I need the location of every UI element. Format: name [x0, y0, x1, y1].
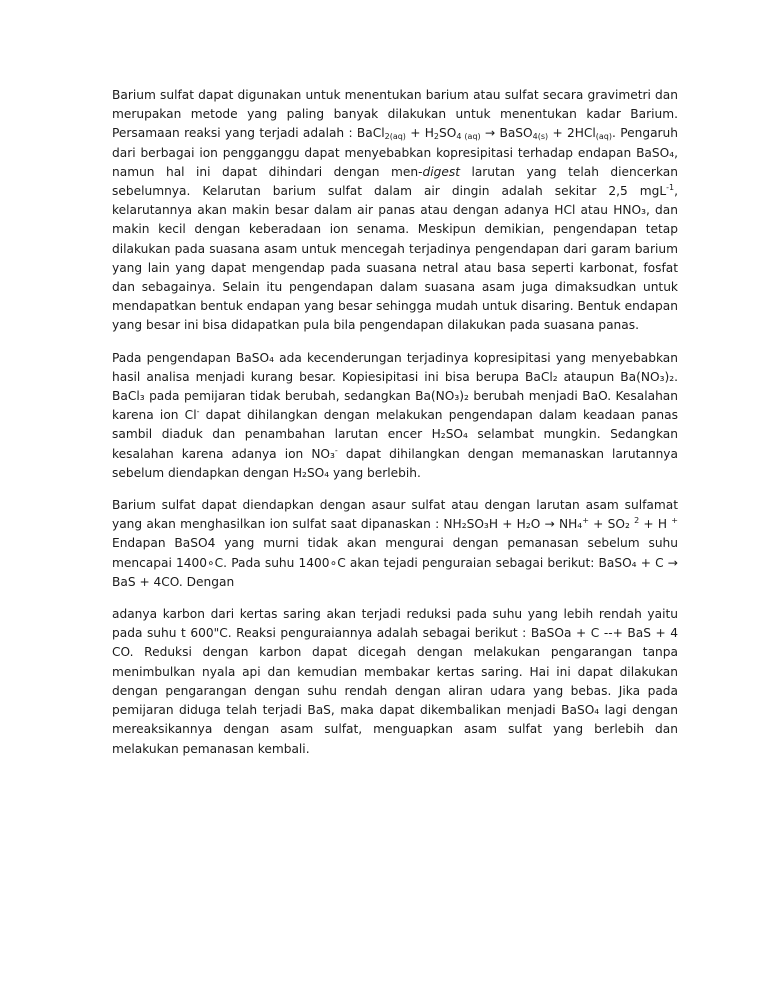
- paragraph-1: [112, 86, 682, 336]
- text-segment: 2: [433, 132, 440, 142]
- text-segment: SO: [439, 126, 457, 141]
- paragraph-3: [112, 496, 682, 592]
- text-segment: adanya karbon dari kertas saring akan terjadi reduksi pada suhu yang lebih rendah yaitu pada suhu t 600"C. Reaksi penguraiannya adalah sebagai berikut : BaSOa + C --+ BaS + 4 CO. Reduksi dengan karbon dapat dicegah dengan melakukan pengarangan tanpa menimbulkan nyala api dan kemudian membakar kertas saring. Hai ini dapat dilakukan dengan pengarangan dengan suhu rendah dengan aliran udara yang bebas. Jika pada pemijaran diduga telah terjadi BaS, maka dapat dikembalikan menjadi BaSO₄ lagi dengan mereaksikannya dengan asam sulfat, menguapkan asam sulfat yang berlebih dan melakukan pemanasan kembali.: [112, 607, 682, 756]
- text-segment: → BaSO: [480, 126, 533, 141]
- text-segment: , kelarutannya akan makin besar dalam air panas atau dengan adanya HCl atau HNO₃, dan makin kecil dengan keberadaan ion senama. Meskipun demikian, pengendapan tetap dilakukan pada suasana asam untuk mencegah terjadinya pengendapan dari garam barium yang lain yang dapat mengendap pada suasana netral atau basa seperti karbonat, fosfat dan sebagainya. Selain itu pengendapan dalam suasana asam juga dimaksudkan untuk mendapatkan bentuk endapan yang besar sehingga mudah untuk disaring. Bentuk endapan yang besar ini bisa didapatkan pula bila pengendapan dilakukan pada suasana panas.: [112, 184, 682, 333]
- text-segment: Barium sulfat dapat digunakan untuk menentukan barium atau sulfat secara gravimetri dan merupakan metode yang paling banyak dilakukan untuk menentukan kadar Barium. Persamaan reaksi yang terjadi adalah : BaCl: [112, 88, 682, 141]
- text-segment: -: [334, 445, 338, 455]
- text-segment: . Pengaruh dari berbagai ion pengganggu dapat menyebabkan kopresipitasi terhadap endapan BaSO₄, namun hal ini dapat dihindari dengan men-: [112, 126, 682, 179]
- text-segment: + H: [639, 517, 672, 532]
- text-segment: +: [671, 516, 678, 526]
- paragraph-2: [112, 349, 682, 483]
- text-segment: 2(aq): [384, 132, 406, 142]
- text-segment: larutan yang telah diencerkan sebelumnya. Kelarutan barium sulfat dalam air dingin adalah sekitar 2,5 mgL: [112, 164, 682, 199]
- text-segment: Pada pengendapan BaSO₄ ada kecenderungan terjadinya kopresipitasi yang menyebabkan hasil analisa menjadi kurang besar. Kopiesipitasi ini bisa berupa BaCl₂ ataupun Ba(NO₃)₂. BaCl₃ pada pemijaran tidak berubah, sedangkan Ba(NO₃)₂ berubah menjadi BaO. Kesalahan karena ion Cl: [112, 350, 682, 423]
- text-segment: Endapan BaSO4 yang murni tidak akan mengurai dengan pemanasan sebelum suhu mencapai 1400∘C. Pada suhu 1400∘C akan tejadi penguraian sebagai berikut: BaSO₄ + C → BaS + 4CO. Dengan: [112, 517, 682, 589]
- text-segment: + SO₂: [588, 517, 635, 532]
- text-segment: + 2HCl: [548, 126, 596, 141]
- text-segment: digest: [422, 164, 460, 179]
- text-segment: 4(s): [532, 132, 549, 142]
- text-segment: dapat dihilangkan dengan melakukan pengendapan dalam keadaan panas sambil diaduk dan penambahan larutan encer H₂SO₄ selambat mungkin. Sedangkan kesalahan karena adanya ion NO₃: [112, 408, 682, 461]
- text-segment: +: [582, 516, 589, 526]
- text-segment: dapat dihilangkan dengan memanaskan larutannya sebelum diendapkan dengan H₂SO₄ yang berlebih.: [112, 446, 682, 480]
- text-segment: 4 (aq): [456, 132, 481, 142]
- text-segment: + H: [405, 126, 434, 141]
- text-segment: Barium sulfat dapat diendapkan dengan asaur sulfat atau dengan larutan asam sulfamat yang akan menghasilkan ion sulfat saat dipanaskan : NH₂SO₃H + H₂O → NH₄: [112, 498, 682, 532]
- text-segment: -1: [666, 183, 675, 193]
- document-body: [112, 86, 682, 772]
- text-segment: (aq): [595, 132, 613, 142]
- paragraph-4: [112, 605, 682, 759]
- text-segment: 2: [634, 516, 640, 526]
- text-segment: -: [196, 407, 200, 417]
